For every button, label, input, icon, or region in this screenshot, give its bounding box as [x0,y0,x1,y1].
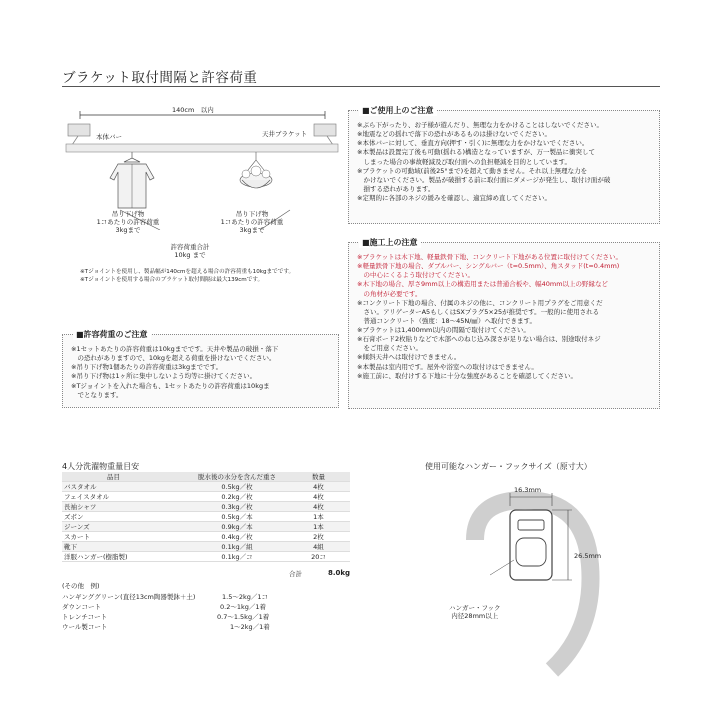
left-load-label: 吊り下げ物 1コあたりの許容荷重 3kgまで [96,210,160,235]
example-row [62,602,292,612]
table-cell: 0.9kg／本 [187,522,287,532]
table-row [62,542,350,552]
example-item: ウール製コート [62,623,108,632]
usage-caution-line: 損する恐れがあります。 [357,184,435,193]
example-weight: 0.7〜1.5kg／1着 [217,613,270,622]
install-caution-box [348,238,660,409]
install-caution-line: 普通コンクリート（強度：18〜45N/㎟）へ取付できます。 [357,316,536,325]
table-cell: 1本 [287,522,350,532]
span-label: 140cm 以内 [172,106,214,114]
table-cell: 1本 [287,512,350,522]
table-row [62,482,350,492]
table-cell: 0.2kg／枚 [187,492,287,502]
table-cell: 4枚 [287,482,350,492]
example-weight: 0.2〜1kg／1着 [220,603,266,612]
install-caution-line: さい。アリゲーターA5もしくはSXプラグ5×25が推奨です。一般的に使用される [357,307,600,316]
total-load-label: 許容荷重合計 10kg まで [170,243,210,260]
page-title: ブラケット取付間隔と許容荷重 [62,70,258,86]
load-caution-title: ■許容荷重のご注意 [73,329,151,340]
table-row [62,492,350,502]
table-cell: 4枚 [287,502,350,512]
table-row [62,552,350,562]
table-cell: 20コ [287,552,350,562]
usage-caution-line: かけないでください。製品が破損する前に取付面にダメージが発生し、取付け面が破 [357,175,611,184]
install-caution-red-line: の角材が必要です。 [357,289,422,298]
table-cell: 0.4kg／枚 [187,532,287,542]
table-cell: 2枚 [287,532,350,542]
load-caution-line: ※吊り下げ物は1ヶ所に集中しないよう均等に掛けてください。 [71,372,257,381]
table-cell: 4組 [287,542,350,552]
install-caution-red-line: ※軽量鉄骨下地の場合、ダブルバー、シングルバー（t=0.5mm）、角スタッド(t=0.4mm) [357,262,620,271]
laundry-title: 4人分洗濯物重量目安 [62,462,140,471]
examples-list [62,592,292,632]
title-rule [62,86,660,87]
diagram-notes: ※Tジョイントを使用し、製品幅が140cmを超える場合の許容荷重も10kgまでです。 ※Tジョイントを使用する場合のブラケット取付間隔は最大139cmです。 [80,269,295,284]
table-cell: 4枚 [287,492,350,502]
example-item: ハンギンググリーン(直径13cm陶器製鉢＋土) [62,593,196,601]
table-cell: 0.3kg／枚 [187,502,287,512]
install-caution-red-line: の中心にくるよう取付けてください。 [357,271,474,280]
table-cell: ジーンズ [62,522,187,532]
example-row [62,592,292,602]
hanger-hook-diagram [440,480,660,680]
table-cell: 0.5kg／本 [187,512,287,522]
table-cell: 0.5kg／枚 [187,482,287,492]
example-item: トレンチコート [62,613,108,622]
laundry-table [62,472,350,562]
example-weight: 1〜2kg／1着 [230,623,270,632]
table-cell: ズボン [62,512,187,522]
install-caution-red-line: ※木下地の場合、厚さ9mm以上の構造用または普通合板や、幅40mm以上の野縁など [357,280,609,289]
hanger-note: ハンガー・フック 内径28mm以上 [449,604,501,621]
hanger-height-label: 26.5mm [574,552,602,560]
table-cell: 靴下 [62,542,187,552]
install-caution-line: をご用意ください。 [357,344,422,353]
table-header-cell: 数量 [287,472,350,482]
examples-title: (その他 例) [62,582,100,590]
example-item: ダウンコート [62,603,101,612]
example-weight: 1.5〜2kg／1コ [222,593,268,601]
bar-label: 本体バー [96,133,122,141]
usage-caution-line: ※地震などの揺れで落下の恐れがあるものは掛けないでください。 [357,130,551,139]
load-caution-line: ※1セットあたりの許容荷重は10kgまでです。天井や製品の破損・落下 [71,345,279,353]
install-caution-line: ※石膏ボード2枚貼りなどで木部へのねじ込み深さが足りない場合は、別途取付ネジ [357,335,601,344]
table-cell: 長袖シャツ [62,502,187,512]
usage-caution-line: ※本製品は設置完了後も可動(揺れる)構造となっていますが、万一製品に衝突して [357,148,596,157]
table-cell: 洋服ハンガー(樹脂製) [62,552,187,562]
right-load-label: 吊り下げ物 1コあたりの許容荷重 3kgまで [220,210,284,235]
install-caution-red-line: ※ブラケットは木下地、軽量鉄骨下地、コンクリート下地がある位置に取付けてください。 [357,253,622,261]
install-caution-line: ※施工前に、取付けする下地に十分な強度があることを確認してください。 [357,371,577,380]
table-cell: スカート [62,532,187,542]
example-row [62,622,292,632]
install-caution-line: ※傾斜天井へは取付けできません。 [357,353,461,362]
install-caution-line: ※コンクリート下地の場合、付属のネジの他に、コンクリート用プラグをご用意くだ [357,298,603,307]
bracket-label: 天井ブラケット [262,130,308,138]
total-value: 8.0kg [328,569,351,577]
table-row [62,522,350,532]
table-cell: 0.1kg／組 [187,542,287,552]
hanger-title: 使用可能なハンガー・フックサイズ（原寸大） [425,462,592,471]
table-row [62,502,350,512]
table-header-row [62,472,350,482]
usage-caution-line: ※定期的に各部のネジの緩みを確認し、適宜締め直してください。 [357,194,551,202]
usage-caution-line: ※ぶら下がったり、お子様が遊んだり、無理な力をかけることはしないでください。 [357,121,603,129]
usage-caution-line: ※本体バーに対して、垂直方向(押す・引く)に無理な力をかけないでください。 [357,139,589,148]
table-header-cell: 脱水後の水分を含んだ重さ [187,472,287,482]
load-caution-line: の恐れがありますので、10kgを超える荷重を掛けないでください。 [71,354,276,363]
table-cell: 0.1kg／コ [187,552,287,562]
load-caution-box [62,330,339,408]
load-caution-line: でとなります。 [71,390,123,399]
usage-caution-line: しまった場合の事故軽減及び取付面への負担軽減を目的としています。 [357,157,571,166]
usage-caution-title: ■ご使用上のご注意 [359,105,437,116]
install-caution-line: ※本製品は室内用です。屋外や浴室への取付けはできません。 [357,362,538,371]
usage-caution-line: ※ブラケットの可動域(前後25°まで)を超えて動きません。それ以上無理な力を [357,166,588,175]
table-header-cell: 品目 [62,472,187,482]
table-cell: フェイスタオル [62,492,187,502]
table-row [62,532,350,542]
usage-caution-box [348,106,660,224]
table-cell: バスタオル [62,482,187,492]
hanger-width-label: 16.3mm [514,486,542,494]
total-label: 合計 [289,570,302,578]
example-row [62,612,292,622]
table-row [62,512,350,522]
install-caution-line: ※ブラケットは1,400mm以内の間隔で取付けてください。 [357,326,530,334]
load-caution-line: ※Tジョイントを入れた場合も、1セットあたりの許容荷重は10kgま [71,381,270,390]
install-caution-title: ■施工上の注意 [359,237,421,248]
load-caution-line: ※吊り下げ物1個あたりの許容荷重は3kgまでです。 [71,363,223,372]
